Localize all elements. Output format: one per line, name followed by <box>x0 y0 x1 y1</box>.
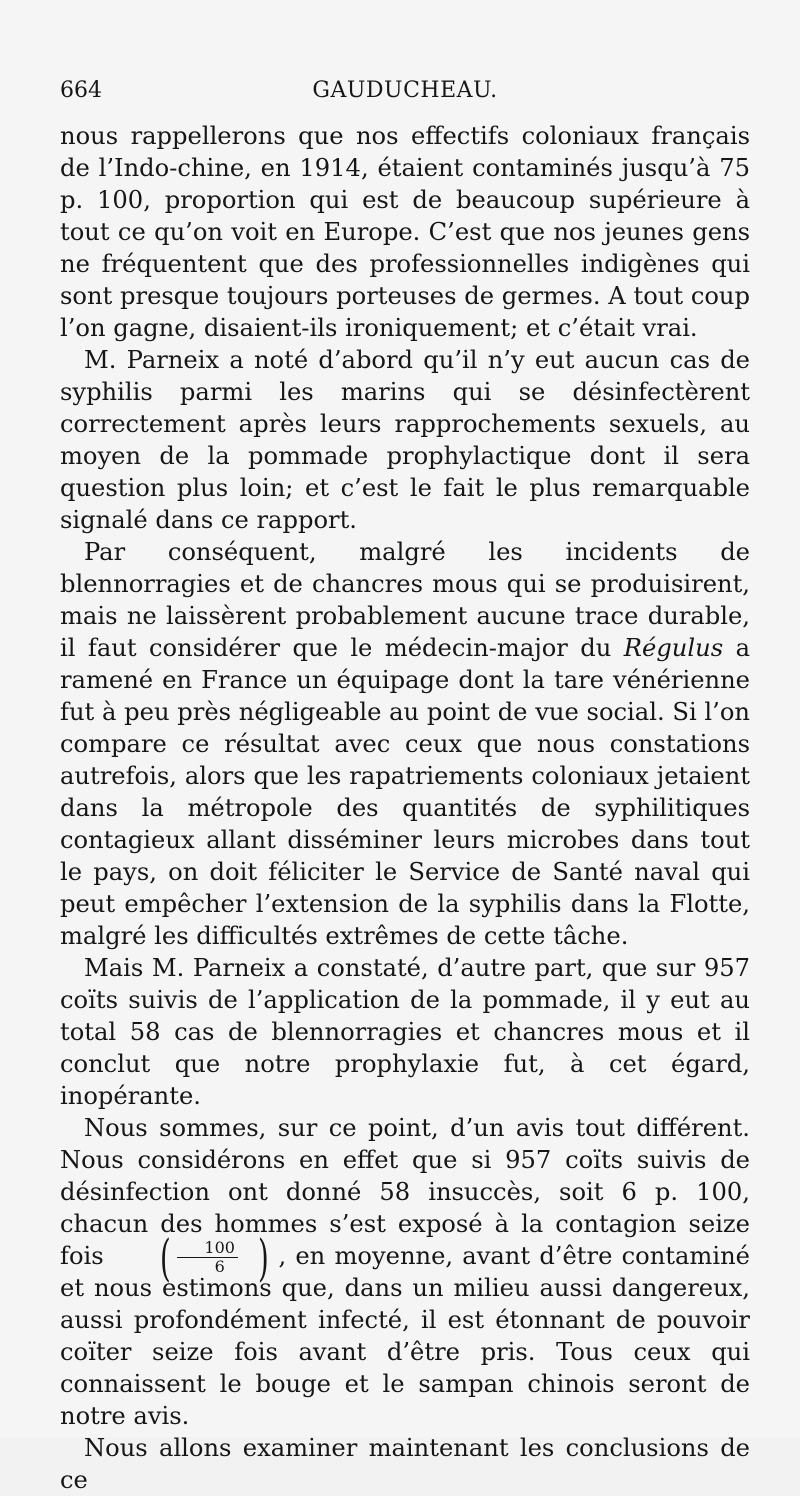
paragraph-3 <box>60 536 750 952</box>
paragraph-3-start: Par conséquent, malgré les incidents de blennorragies et de chancres mous qui se produisirent, mais ne laissèrent probablement aucune trace durable, il faut considérer que le médecin-major du <box>60 538 750 662</box>
page-number: 664 <box>60 78 102 103</box>
page-header <box>60 76 750 106</box>
fraction-numerator: 100 <box>177 1239 238 1258</box>
paragraph-4: Mais M. Parneix a constaté, d’autre part, que sur 957 coïts suivis de l’application de la pommade, il y eut au total 58 cas de blennorragies et chancres mous et il conclut que notre prophylaxie fut, à cet égard, inopérante. <box>60 954 750 1110</box>
body-text <box>60 120 750 1496</box>
paragraph-2: M. Parneix a noté d’abord qu’il n’y eut aucun cas de syphilis parmi les marins qui se désinfectèrent correctement après leurs rapprochements sexuels, au moyen de la pommade prophylactique dont il sera question plus loin; et c’est le fait le plus remarquable signalé dans ce rapport. <box>60 346 750 534</box>
fraction-stack <box>177 1239 238 1276</box>
left-paren: ( <box>159 1228 171 1287</box>
paragraph-3-end: a ramené en France un équipage dont la tare vénérienne fut à peu près négligeable au point de vue social. Si l’on compare ce résultat avec ceux que nous constations autrefois, alors que les rapatriements coloniaux jetaient dans la métropole des quantités de syphilitiques contagieux allant disséminer leurs microbes dans tout le pays, on doit féliciter le Service de Santé naval qui peut empêcher l’extension de la syphilis dans la Flotte, malgré les difficultés extrêmes de cette tâche. <box>60 634 750 950</box>
paragraph-1: nous rappellerons que nos effectifs coloniaux français de l’Indo-chine, en 1914, étaient contaminés jusqu’à 75 p. 100, proportion qui est de beaucoup supérieure à tout ce qu’on voit en Europe. C’est que nos jeunes gens ne fréquentent que des professionnelles indigènes qui sont presque toujours porteuses de germes. A tout coup l’on gagne, disaient-ils ironiquement; et c’était vrai. <box>60 122 750 342</box>
paragraph-6: Nous allons examiner maintenant les conclusions de ce <box>60 1434 750 1494</box>
paragraph-5-end: , en moyenne, avant d’être contaminé et nous estimons que, dans un milieu aussi dangereux, aussi profondément infecté, il est étonnant de pouvoir coïter seize fois avant d’être pris. Tous ceux qui connaissent le bouge et le sampan chinois seront de notre avis. <box>60 1242 750 1430</box>
running-head: GAUDUCHEAU. <box>312 78 498 103</box>
right-paren: ) <box>257 1228 269 1287</box>
ship-name: Régulus <box>623 634 724 662</box>
paragraph-5 <box>60 1112 750 1432</box>
fraction-denominator: 6 <box>214 1257 225 1276</box>
paragraph-5-start: Nous sommes, sur ce point, d’un avis tout différent. Nous considérons en effet que si 957 coïts suivis de désinfection ont donné 58 insuccès, soit 6 p. 100, chacun des hommes s’est exposé à la contagion seize fois <box>60 1114 750 1270</box>
